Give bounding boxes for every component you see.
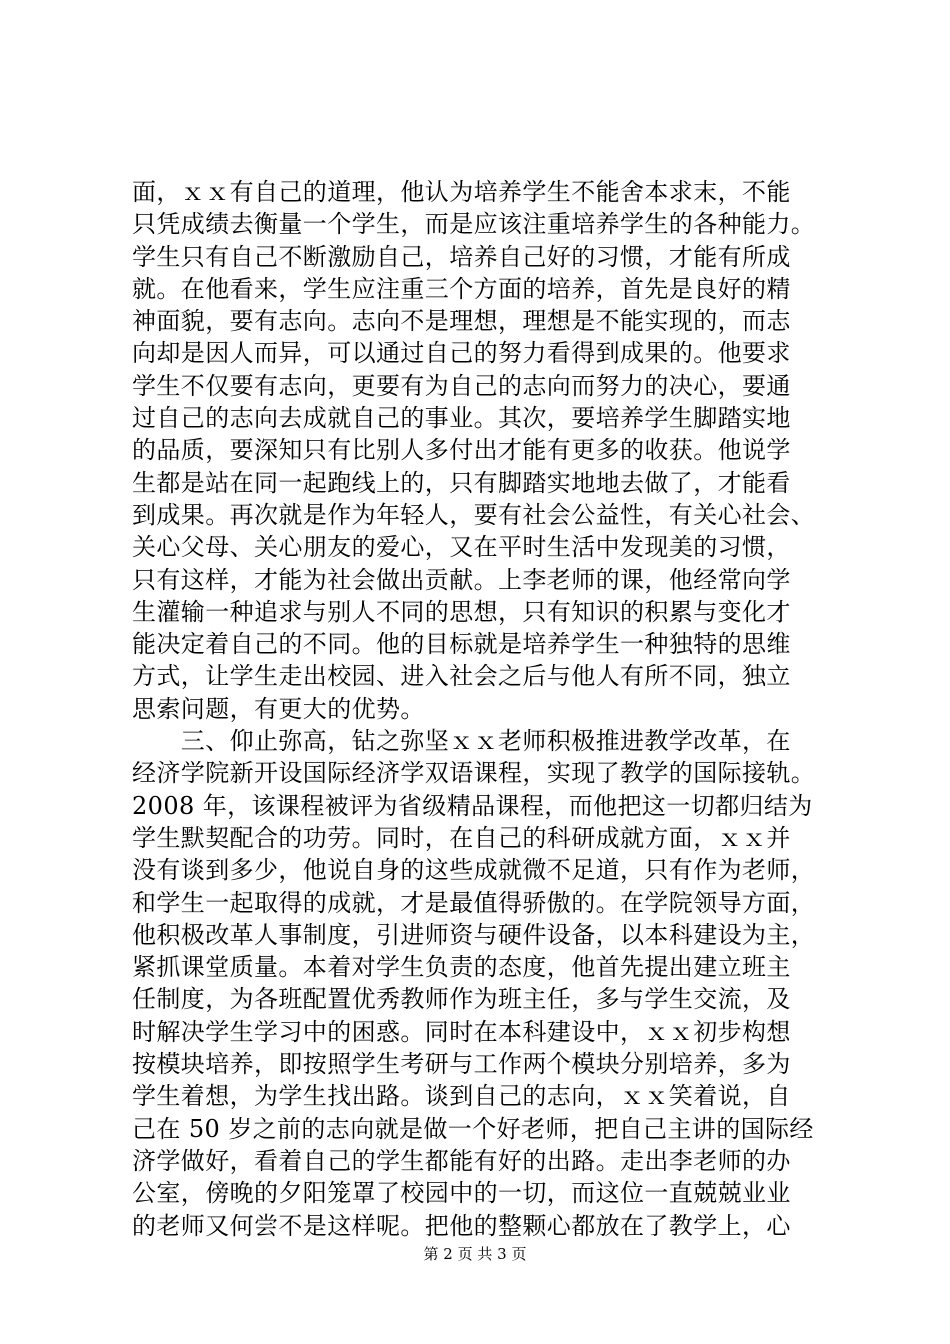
text-line: 公室，傍晚的夕阳笼罩了校园中的一切，而这位一直兢兢业业 <box>132 1179 791 1208</box>
text-line: 能决定着自己的不同。他的目标就是培养学生一种独特的思维 <box>132 630 791 659</box>
text-line: 只有这样，才能为社会做出贡献。上李老师的课，他经常向学 <box>132 565 791 594</box>
text-line: 时解决学生学习中的困惑。同时在本科建设中，ｘｘ初步构想 <box>132 1017 791 1046</box>
text-line: 和学生一起取得的成就，才是最值得骄傲的。在学院领导方面， <box>132 888 816 917</box>
text-line: 没有谈到多少，他说自身的这些成就微不足道，只有作为老师， <box>132 856 816 885</box>
text-line: 任制度，为各班配置优秀教师作为班主任，多与学生交流，及 <box>132 985 791 1014</box>
text-line: 关心父母、关心朋友的爱心，又在平时生活中发现美的习惯， <box>132 533 791 562</box>
page-footer: 第 2 页 共 3 页 <box>423 1245 527 1263</box>
text-line: 生都是站在同一起跑线上的，只有脚踏实地地去做了，才能看 <box>132 468 791 497</box>
text-line: 济学做好，看着自己的学生都能有好的出路。走出李老师的办 <box>132 1146 791 1175</box>
text-line: 就。在他看来，学生应注重三个方面的培养，首先是良好的精 <box>132 274 791 303</box>
text-line: 经济学院新开设国际经济学双语课程，实现了教学的国际接轨。 <box>132 759 816 788</box>
text-line: 学生默契配合的功劳。同时，在自己的科研成就方面，ｘｘ并 <box>132 823 791 852</box>
text-line: 方式，让学生走出校园、进入社会之后与他人有所不同，独立 <box>132 662 791 691</box>
text-line: 己在 50 岁之前的志向就是做一个好老师，把自己主讲的国际经 <box>132 1114 814 1143</box>
body-text <box>132 176 832 1242</box>
text-line: 三、仰止弥高，钻之弥坚ｘｘ老师积极推进教学改革，在 <box>132 727 791 756</box>
text-line: 紧抓课堂质量。本着对学生负责的态度，他首先提出建立班主 <box>132 953 791 982</box>
text-line: 学生不仅要有志向，更要有为自己的志向而努力的决心，要通 <box>132 371 791 400</box>
text-line: 面，ｘｘ有自己的道理，他认为培养学生不能舍本求末，不能 <box>132 178 791 206</box>
text-line: 学生着想，为学生找出路。谈到自己的志向，ｘｘ笑着说，自 <box>132 1082 791 1111</box>
text-line: 神面貌，要有志向。志向不是理想，理想是不能实现的，而志 <box>132 307 791 336</box>
text-line: 按模块培养，即按照学生考研与工作两个模块分别培养，多为 <box>132 1050 791 1079</box>
text-line: 思索问题，有更大的优势。 <box>132 694 425 723</box>
text-line: 到成果。再次就是作为年轻人，要有社会公益性，有关心社会、 <box>132 500 816 529</box>
text-line: 生灌输一种追求与别人不同的思想，只有知识的积累与变化才 <box>132 597 791 626</box>
text-line: 的老师又何尝不是这样呢。把他的整颗心都放在了教学上，心 <box>132 1211 791 1240</box>
text-line: 他积极改革人事制度，引进师资与硬件设备，以本科建设为主， <box>132 920 816 949</box>
text-line: 向却是因人而异，可以通过自己的努力看得到成果的。他要求 <box>132 339 791 368</box>
text-line: 只凭成绩去衡量一个学生，而是应该注重培养学生的各种能力。 <box>132 210 816 239</box>
text-line: 过自己的志向去成就自己的事业。其次，要培养学生脚踏实地 <box>132 404 791 433</box>
text-line: 2008 年，该课程被评为省级精品课程，而他把这一切都归结为 <box>132 791 813 820</box>
text-line: 学生只有自己不断激励自己，培养自己好的习惯，才能有所成 <box>132 242 791 271</box>
text-line: 的品质，要深知只有比别人多付出才能有更多的收获。他说学 <box>132 436 791 465</box>
